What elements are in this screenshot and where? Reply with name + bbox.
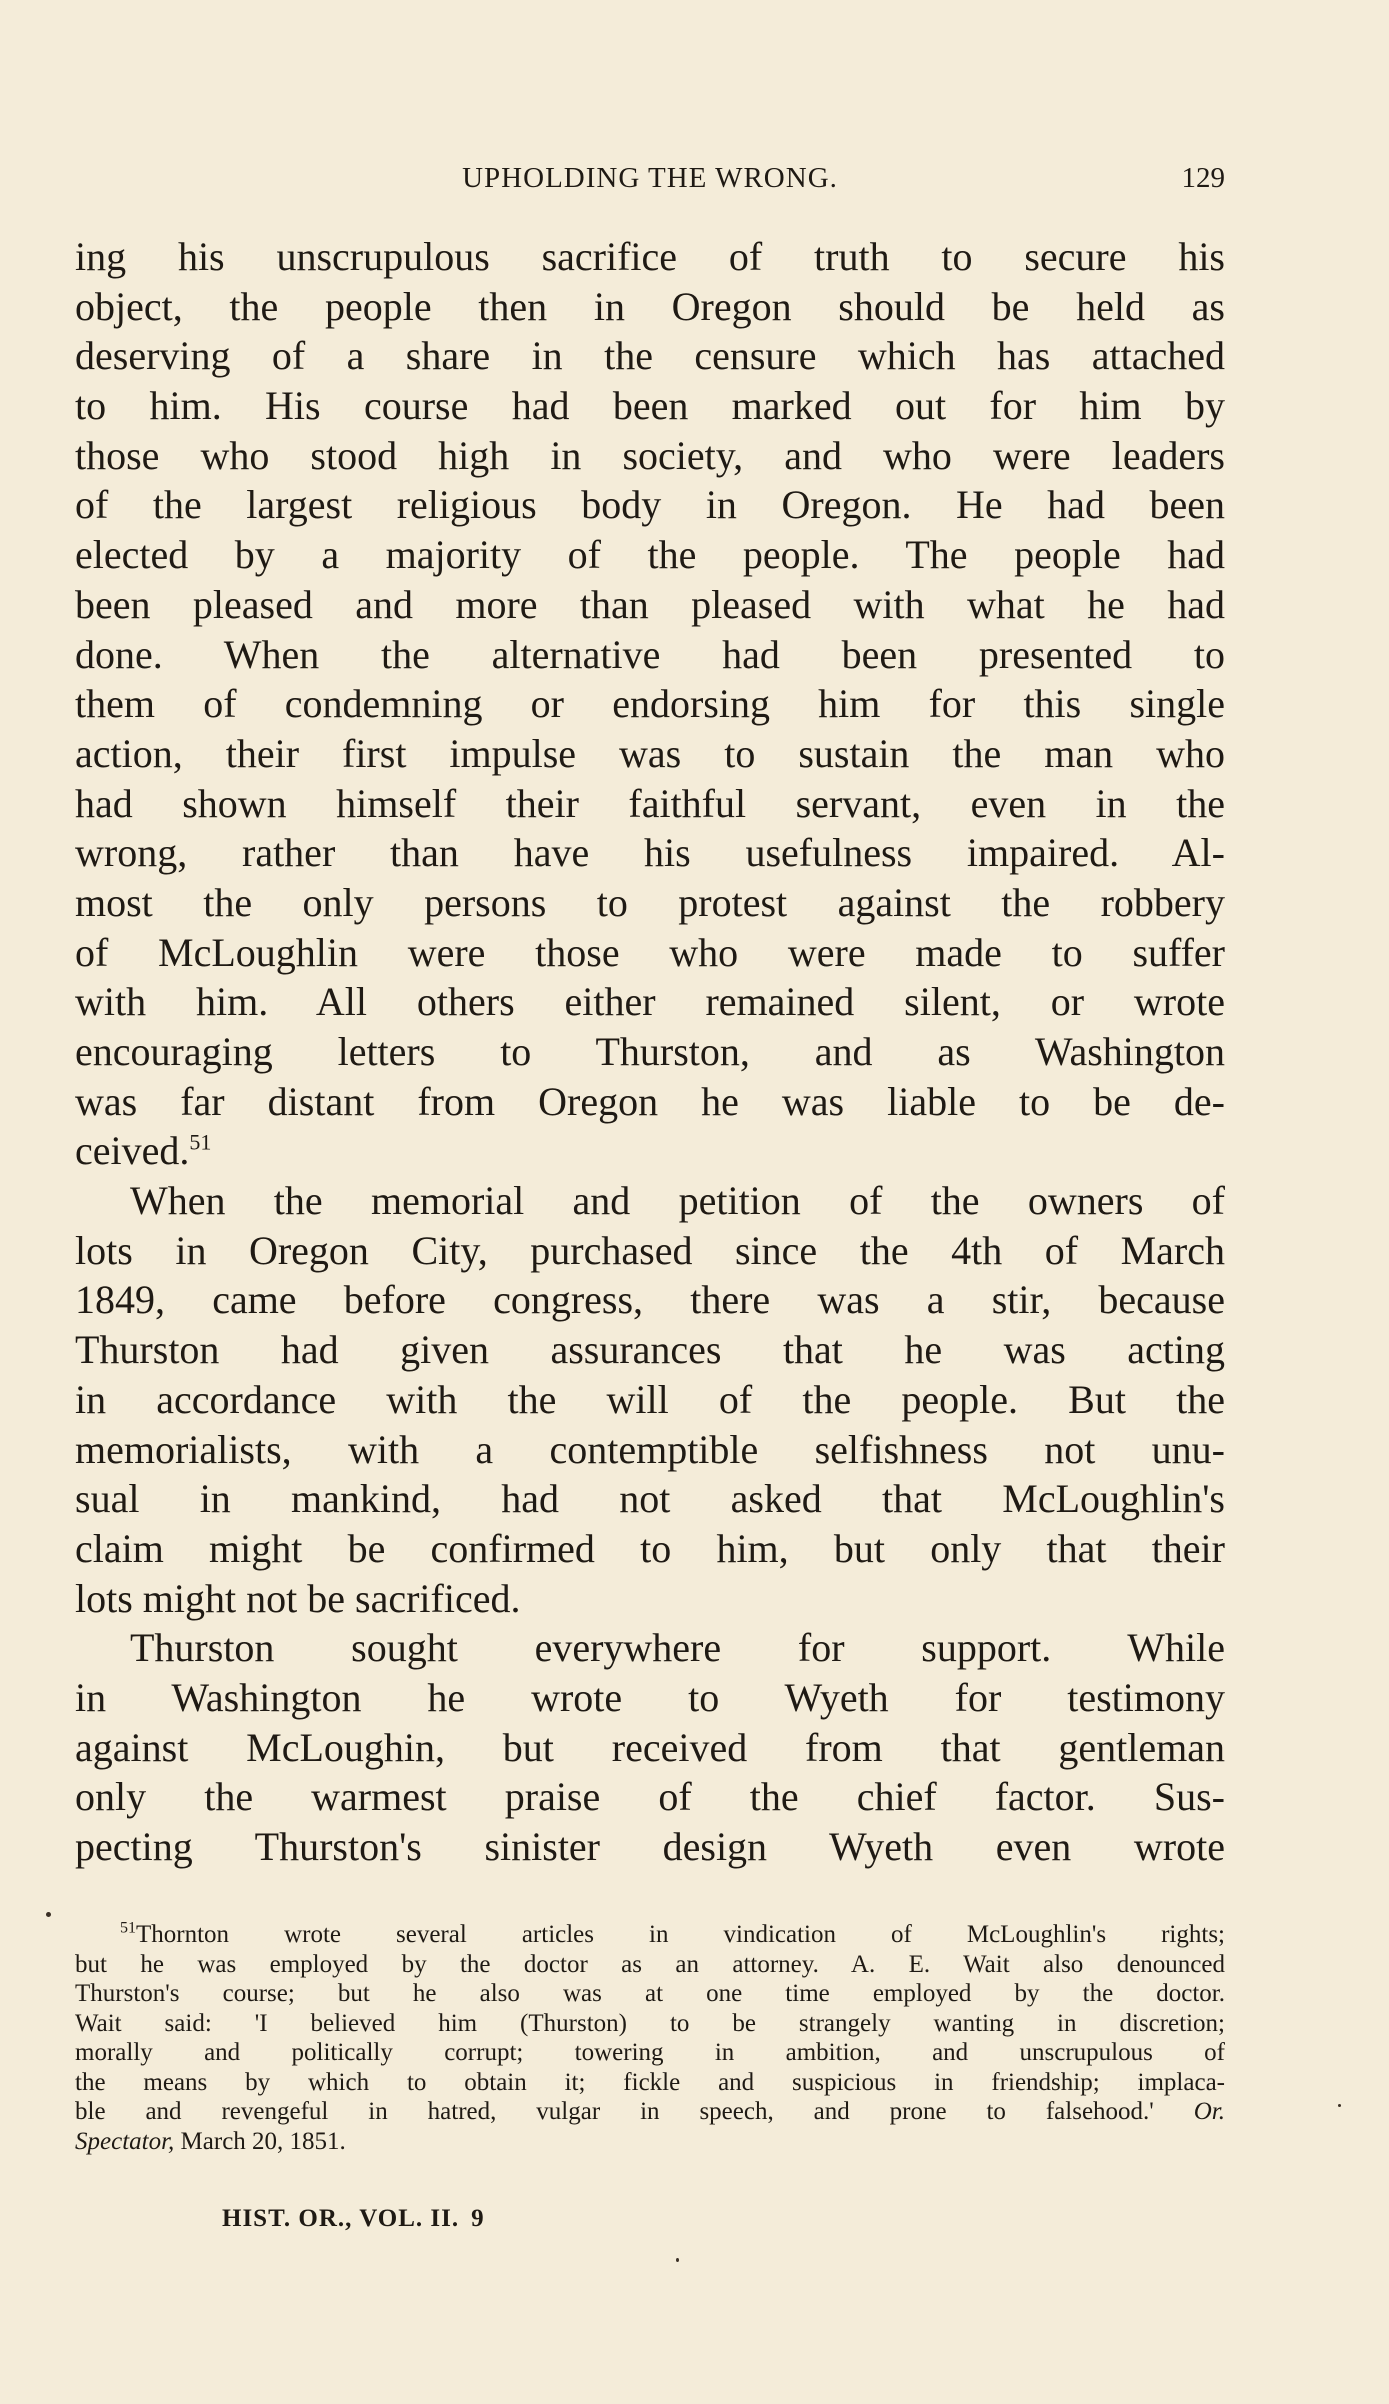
body-line: against McLoughin, but received from that gentleman [75, 1724, 1225, 1770]
footnote-reference[interactable]: 51 [189, 1130, 212, 1156]
footnote-line: Thurston's course; but he also was at one time employed by the doctor. [75, 1980, 1225, 2007]
body-line: elected by a majority of the people. The people had [75, 532, 1225, 578]
footnote-line [75, 2097, 1225, 2127]
page-number: 129 [1181, 162, 1225, 194]
body-line: most the only persons to protest against the robbery [75, 879, 1225, 925]
footnote-marker: 51 [120, 1919, 136, 1937]
footnote [75, 1920, 1225, 2156]
body-line: only the warmest praise of the chief factor. Sus- [75, 1774, 1225, 1820]
footnote-line [75, 1920, 1225, 1950]
footnote-line [75, 2127, 1225, 2157]
body-line: them of condemning or endorsing him for this single [75, 681, 1225, 727]
body-line: of McLoughlin were those who were made to suffer [75, 929, 1225, 975]
body-line: with him. All others either remained silent, or wrote [75, 979, 1225, 1025]
body-line: in accordance with the will of the people. But the [75, 1376, 1225, 1422]
signature-number: 9 [471, 2205, 485, 2232]
signature-text: HIST. OR., VOL. II. [222, 2205, 460, 2232]
ink-speck [676, 2258, 679, 2262]
body-line: was far distant from Oregon he was liable to be de- [75, 1078, 1225, 1124]
body-line-text: ceived. [75, 1128, 190, 1174]
body-line: action, their first impulse was to sustain the man who [75, 730, 1225, 776]
body-line: wrong, rather than have his usefulness impaired. Al- [75, 830, 1225, 876]
body-line: in Washington he wrote to Wyeth for testimony [75, 1674, 1225, 1720]
running-title: UPHOLDING THE WRONG. [462, 162, 838, 194]
body-line: been pleased and more than pleased with what he had [75, 581, 1225, 627]
body-line: done. When the alternative had been presented to [75, 631, 1225, 677]
footnote-citation-title-cont: Spectator, [75, 2127, 175, 2155]
footnote-line-text: Thornton wrote several articles in vindication of McLoughlin's rights; [136, 1921, 1225, 1948]
body-line: sual in mankind, had not asked that McLoughlin's [75, 1476, 1225, 1522]
footnote-citation-title: Or. [1193, 2098, 1225, 2125]
body-line: pecting Thurston's sinister design Wyeth even wrote [75, 1824, 1225, 1869]
body-line: Thurston had given assurances that he was acting [75, 1327, 1225, 1373]
body-line [75, 1126, 1225, 1176]
body-line: to him. His course had been marked out for him by [75, 383, 1225, 429]
footnote-citation-date: March 20, 1851. [180, 2127, 346, 2155]
footnote-line-text: ble and revengeful in hatred, vulgar in speech, and prone to falsehood.' [75, 2098, 1194, 2125]
body-line: memorialists, with a contemptible selfishness not unu- [75, 1426, 1225, 1472]
signature-mark [222, 2204, 485, 2234]
body-line: lots might not be sacrificed. [75, 1575, 521, 1621]
body-text [75, 232, 1225, 1872]
ink-speck [1338, 2104, 1341, 2107]
body-line: of the largest religious body in Oregon. He had been [75, 482, 1225, 528]
body-line: When the memorial and petition of the owners of [130, 1178, 1225, 1224]
body-line: had shown himself their faithful servant, even in the [75, 780, 1225, 826]
footnote-line: the means by which to obtain it; fickle and suspicious in friendship; implaca- [75, 2068, 1225, 2096]
body-line: object, the people then in Oregon should be held as [75, 283, 1225, 329]
body-line: ing his unscrupulous sacrifice of truth to secure his [75, 234, 1225, 279]
footnote-line: morally and politically corrupt; towering in ambition, and unscrupulous of [75, 2039, 1225, 2066]
body-line: lots in Oregon City, purchased since the 4th of March [75, 1227, 1225, 1273]
running-head [75, 158, 1225, 198]
footnote-line: but he was employed by the doctor as an attorney. A. E. Wait also denounced [75, 1950, 1225, 1978]
body-line: 1849, came before congress, there was a stir, because [75, 1277, 1225, 1323]
body-line: encouraging letters to Thurston, and as Washington [75, 1029, 1225, 1074]
footnote-line: Wait said: 'I believed him (Thurston) to be strangely wanting in discretion; [75, 2009, 1225, 2037]
ink-speck [46, 1912, 51, 1917]
body-line: those who stood high in society, and who were leaders [75, 432, 1225, 478]
body-line: deserving of a share in the censure which has attached [75, 333, 1225, 379]
body-line: claim might be confirmed to him, but only that their [75, 1525, 1225, 1571]
body-line: Thurston sought everywhere for support. While [130, 1625, 1225, 1671]
